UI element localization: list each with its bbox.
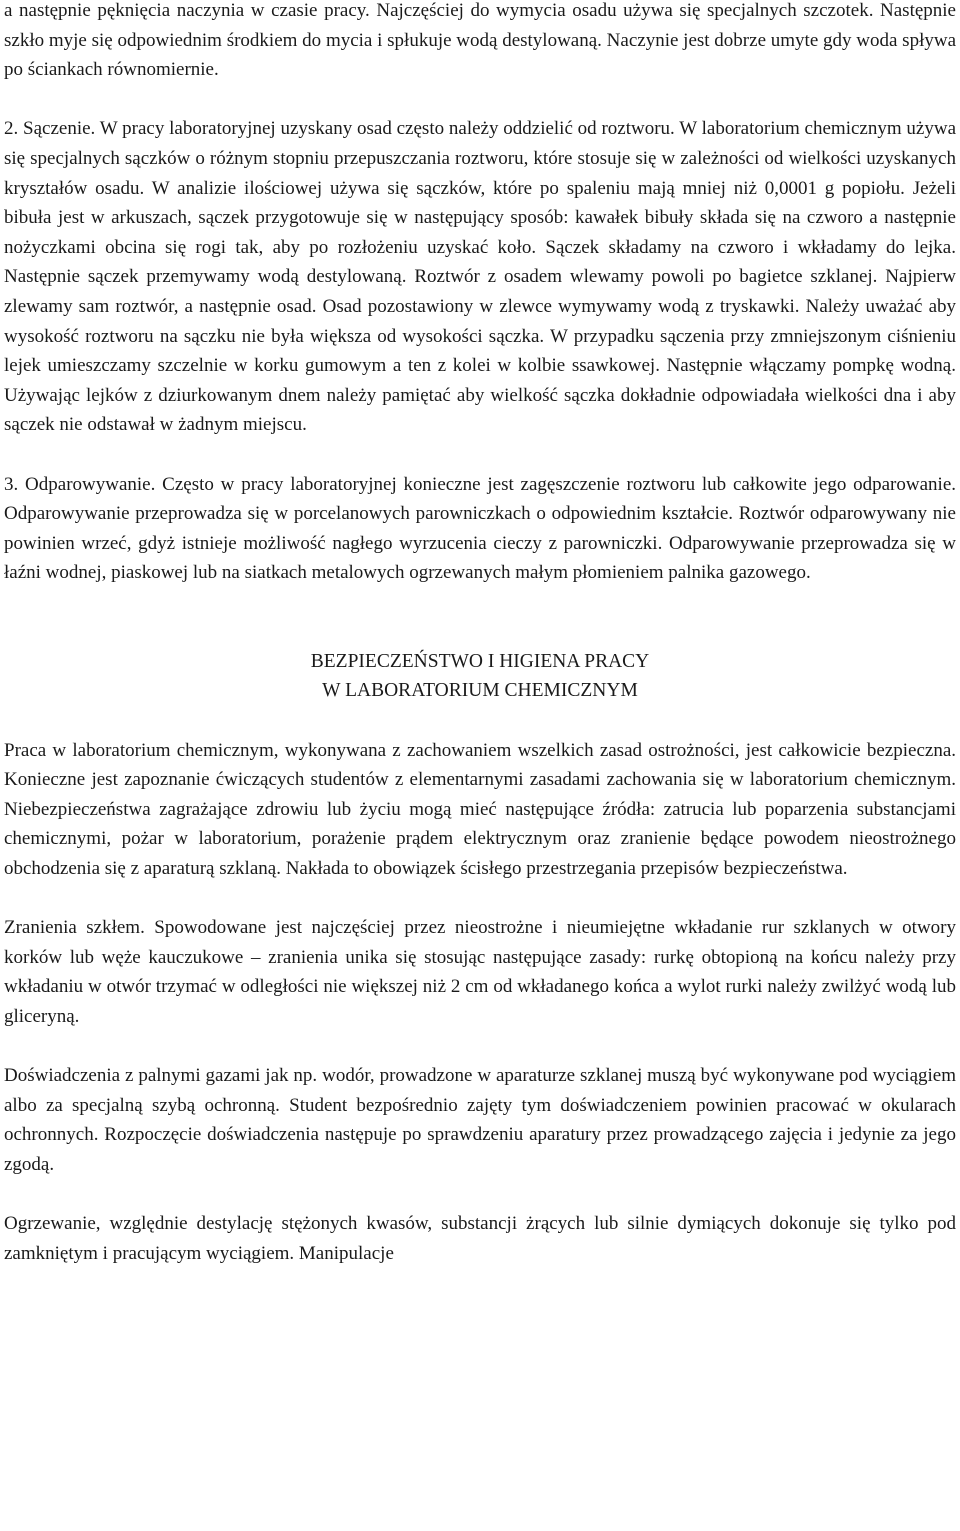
paragraph-flammable-gases: Doświadczenia z palnymi gazami jak np. wodór, prowadzone w aparaturze szklanej muszą być wykonywane pod wyciągiem albo za specjalną szybą ochronną. Student bezpośrednio zajęty tym doświadczeniem powinien pracować w okularach ochronnych. Rozpoczęcie doświadczenia następuje po sprawdzeniu aparatury przez prowadzącego zajęcia i jedynie za jego zgodą. [4, 1065, 956, 1175]
paragraph-washing-continuation: a następnie pęknięcia naczynia w czasie pracy. Najczęściej do wymycia osadu używa się specjalnych szczotek. Następnie szkło myje się odpowiednim środkiem do mycia i spłukuje wodą destylowaną. Naczynie jest dobrze umyte gdy woda spływa po ściankach równomiernie. [4, 0, 956, 81]
paragraph-heating-acids: Ogrzewanie, względnie destylację stężonych kwasów, substancji żrących lub silnie dymiących dokonuje się tylko pod zamkniętym i pracującym wyciągiem. Manipulacje [4, 1213, 956, 1264]
section-title [4, 647, 956, 706]
document-page [4, 0, 956, 1268]
paragraph-lab-work-intro: Praca w laboratorium chemicznym, wykonywana z zachowaniem wszelkich zasad ostrożności, jest całkowicie bezpieczna. Konieczne jest zapoznanie ćwiczących studentów z elementarnymi zasadami zachowania się w laboratorium chemicznym. Niebezpieczeństwa zagrażające zdrowiu lub życiu mogą mieć następujące źródła: zatrucia lub poparzenia substancjami chemicznymi, pożar w laboratorium, porażenie prądem elektrycznym oraz zranienie będące powodem nieostrożnego obchodzenia się z aparaturą szklaną. Nakłada to obowiązek ścisłego przestrzegania przepisów bezpieczeństwa. [4, 739, 956, 880]
paragraph-glass-injuries: Zranienia szkłem. Spowodowane jest najczęściej przez nieostrożne i nieumiejętne wkładanie rur szklanych w otwory korków lub węże kauczukowe – zranienia unika się stosując następujące zasady: rurkę obtopioną na końcu należy przy wkładaniu w otwór trzymać w odległości nie większej niż 2 cm od wkładanego końca a wylot rurki należy zwilżyć wodą lub gliceryną. [4, 917, 956, 1027]
section-title-line-1: BEZPIECZEŃSTWO I HIGIENA PRACY [310, 650, 650, 672]
section-title-line-2: W LABORATORIUM CHEMICZNYM [322, 680, 638, 702]
paragraph-filtration: 2. Sączenie. W pracy laboratoryjnej uzyskany osad często należy oddzielić od roztworu. W laboratorium chemicznym używa się specjalnych sączków o różnym stopniu przepuszczania roztworu, które stosuje się w zależności od wielkości uzyskanych kryształów osadu. W analizie ilościowej używa się sączków, które po spaleniu mają mniej niż 0,0001 g popiołu. Jeżeli bibuła jest w arkuszach, sączek przygotowuje się w następujący sposób: kawałek bibuły składa się na czworo a następnie nożyczkami obcina się rogi tak, aby po rozłożeniu uzyskać koło. Sączek składamy na czworo i wkładamy do lejka. Następnie sączek przemywamy wodą destylowaną. Roztwór z osadem wlewamy powoli po bagietce szklanej. Najpierw zlewamy sam roztwór, a następnie osad. Osad pozostawiony w zlewce wymywamy wodą z tryskawki. Należy uważać aby wysokość roztworu na sączku nie była większa od wysokości sączka. W przypadku sączenia przy zmniejszonym ciśnieniu lejek umieszczamy szczelnie w korku gumowym a ten z kolei w kolbie ssawkowej. Następnie włączamy pompkę wodną. Używając lejków z dziurkowanym dnem należy pamiętać aby wielkość sączka dokładnie odpowiadała wielkości dna i aby sączek nie odstawał w żadnym miejscu. [4, 118, 956, 436]
paragraph-evaporation: 3. Odparowywanie. Często w pracy laboratoryjnej konieczne jest zagęszczenie roztworu lub całkowite jego odparowanie. Odparowywanie przeprowadza się w porcelanowych parowniczkach o odpowiednim kształcie. Roztwór odparowywany nie powinien wrzeć, gdyż istnieje możliwość nagłego wyrzucenia cieczy z parowniczki. Odparowywanie przeprowadza się w łaźni wodnej, piaskowej lub na siatkach metalowych ogrzewanych małym płomieniem palnika gazowego. [4, 473, 956, 584]
